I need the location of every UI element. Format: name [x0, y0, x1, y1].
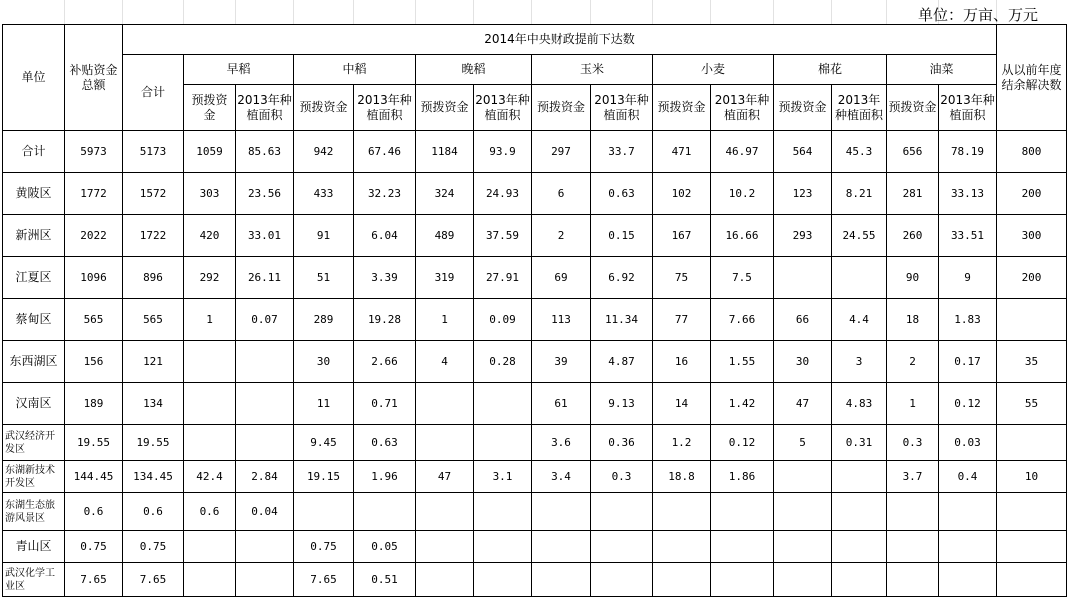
table-cell	[416, 493, 474, 531]
table-cell: 0.36	[591, 425, 653, 461]
table-cell: 1096	[65, 257, 123, 299]
table-cell: 33.51	[939, 215, 997, 257]
table-cell: 0.6	[184, 493, 236, 531]
table-cell	[236, 425, 294, 461]
row-region-name: 蔡甸区	[3, 299, 65, 341]
table-cell: 565	[65, 299, 123, 341]
table-cell: 0.31	[832, 425, 887, 461]
table-cell: 319	[416, 257, 474, 299]
table-cell	[474, 493, 532, 531]
subheader-planting-area-2013: 2013年种植面积	[939, 85, 997, 131]
table-cell: 8.21	[832, 173, 887, 215]
row-region-name: 武汉经济开发区	[3, 425, 65, 461]
table-cell: 19.55	[123, 425, 184, 461]
table-cell	[236, 341, 294, 383]
table-cell: 0.07	[236, 299, 294, 341]
table-row	[3, 531, 1067, 563]
table-row	[3, 299, 1067, 341]
header-unit: 单位	[3, 25, 65, 131]
table-cell: 3.1	[474, 461, 532, 493]
table-cell: 167	[653, 215, 711, 257]
table-cell: 0.03	[939, 425, 997, 461]
table-cell: 16.66	[711, 215, 774, 257]
header-prior-year: 从以前年度结余解决数	[997, 25, 1067, 131]
table-cell	[774, 461, 832, 493]
table-cell	[711, 493, 774, 531]
table-cell: 123	[774, 173, 832, 215]
table-cell	[532, 493, 591, 531]
table-cell	[832, 531, 887, 563]
table-cell: 42.4	[184, 461, 236, 493]
table-cell: 10.2	[711, 173, 774, 215]
table-cell	[997, 531, 1067, 563]
table-cell: 30	[774, 341, 832, 383]
table-cell	[774, 257, 832, 299]
table-cell: 4.87	[591, 341, 653, 383]
table-cell	[416, 383, 474, 425]
table-cell: 0.12	[939, 383, 997, 425]
table-cell: 1	[416, 299, 474, 341]
table-cell: 1.42	[711, 383, 774, 425]
table-cell: 3.39	[354, 257, 416, 299]
table-cell: 39	[532, 341, 591, 383]
table-cell: 134.45	[123, 461, 184, 493]
table-cell: 156	[65, 341, 123, 383]
header-crop-cotton: 棉花	[774, 55, 887, 85]
table-cell	[832, 257, 887, 299]
table-cell: 11	[294, 383, 354, 425]
header-crop-mid-rice: 中稻	[294, 55, 416, 85]
table-cell: 565	[123, 299, 184, 341]
table-cell: 66	[774, 299, 832, 341]
table-cell: 121	[123, 341, 184, 383]
subheader-planting-area-2013: 2013年种植面积	[711, 85, 774, 131]
table-cell: 14	[653, 383, 711, 425]
table-cell: 1.2	[653, 425, 711, 461]
table-cell: 24.93	[474, 173, 532, 215]
table-row	[3, 215, 1067, 257]
table-cell: 69	[532, 257, 591, 299]
row-region-name: 东西湖区	[3, 341, 65, 383]
table-cell: 324	[416, 173, 474, 215]
table-row	[3, 257, 1067, 299]
table-cell: 24.55	[832, 215, 887, 257]
table-row	[3, 493, 1067, 531]
subheader-allocated-fund: 预拨资金	[184, 85, 236, 131]
table-cell: 1.86	[711, 461, 774, 493]
table-cell	[887, 493, 939, 531]
table-cell: 2.84	[236, 461, 294, 493]
table-cell: 23.56	[236, 173, 294, 215]
table-cell: 46.97	[711, 131, 774, 173]
table-cell: 1	[184, 299, 236, 341]
row-region-name: 东湖新技术开发区	[3, 461, 65, 493]
table-cell	[832, 493, 887, 531]
table-cell: 47	[416, 461, 474, 493]
table-cell: 11.34	[591, 299, 653, 341]
table-cell	[887, 531, 939, 563]
table-cell	[416, 531, 474, 563]
table-cell: 2.66	[354, 341, 416, 383]
header-total-fund: 补贴资金总额	[65, 25, 123, 131]
table-cell: 32.23	[354, 173, 416, 215]
subheader-allocated-fund: 预拨资金	[294, 85, 354, 131]
subsidy-table	[2, 24, 1067, 597]
subheader-planting-area-2013: 2013年种植面积	[236, 85, 294, 131]
table-cell: 134	[123, 383, 184, 425]
table-cell: 55	[997, 383, 1067, 425]
table-cell	[184, 531, 236, 563]
table-cell: 4	[416, 341, 474, 383]
table-cell: 18.8	[653, 461, 711, 493]
table-cell: 0.71	[354, 383, 416, 425]
table-cell	[832, 563, 887, 597]
table-cell: 26.11	[236, 257, 294, 299]
table-cell: 0.17	[939, 341, 997, 383]
table-cell: 0.6	[123, 493, 184, 531]
subheader-planting-area-2013: 2013年种植面积	[832, 85, 887, 131]
table-cell	[184, 341, 236, 383]
table-cell	[591, 493, 653, 531]
table-cell: 102	[653, 173, 711, 215]
table-cell	[236, 531, 294, 563]
table-cell	[532, 563, 591, 597]
table-cell: 0.12	[711, 425, 774, 461]
table-cell: 0.3	[591, 461, 653, 493]
table-cell: 0.4	[939, 461, 997, 493]
table-cell: 6	[532, 173, 591, 215]
table-cell: 564	[774, 131, 832, 173]
table-cell	[416, 425, 474, 461]
table-row	[3, 173, 1067, 215]
header-subtotal: 合计	[123, 55, 184, 131]
table-cell: 6.92	[591, 257, 653, 299]
table-row	[3, 461, 1067, 493]
table-cell: 19.15	[294, 461, 354, 493]
table-cell	[774, 531, 832, 563]
table-cell: 61	[532, 383, 591, 425]
table-cell: 0.3	[887, 425, 939, 461]
table-cell: 9.45	[294, 425, 354, 461]
table-cell: 281	[887, 173, 939, 215]
table-cell: 113	[532, 299, 591, 341]
row-region-name: 黄陂区	[3, 173, 65, 215]
table-cell: 90	[887, 257, 939, 299]
table-cell: 1772	[65, 173, 123, 215]
table-cell: 33.7	[591, 131, 653, 173]
table-cell: 9	[939, 257, 997, 299]
unit-label: 单位：万亩、万元	[917, 6, 1038, 24]
table-cell	[354, 493, 416, 531]
table-cell: 33.01	[236, 215, 294, 257]
table-cell: 144.45	[65, 461, 123, 493]
row-region-name: 江夏区	[3, 257, 65, 299]
table-cell: 489	[416, 215, 474, 257]
table-cell: 5	[774, 425, 832, 461]
spreadsheet-gridlines	[0, 0, 1068, 24]
table-cell	[653, 531, 711, 563]
row-region-name: 青山区	[3, 531, 65, 563]
subheader-allocated-fund: 预拨资金	[653, 85, 711, 131]
table-cell	[887, 563, 939, 597]
table-cell	[591, 563, 653, 597]
table-cell: 0.75	[294, 531, 354, 563]
table-cell: 3.7	[887, 461, 939, 493]
table-cell: 78.19	[939, 131, 997, 173]
table-cell	[653, 493, 711, 531]
table-cell: 471	[653, 131, 711, 173]
table-cell: 0.6	[65, 493, 123, 531]
subheader-planting-area-2013: 2013年种植面积	[591, 85, 653, 131]
table-cell: 420	[184, 215, 236, 257]
table-cell: 0.63	[591, 173, 653, 215]
table-cell: 1722	[123, 215, 184, 257]
table-cell: 260	[887, 215, 939, 257]
table-cell: 77	[653, 299, 711, 341]
table-cell	[997, 493, 1067, 531]
table-cell	[474, 531, 532, 563]
table-cell	[474, 383, 532, 425]
table-cell: 896	[123, 257, 184, 299]
table-cell	[939, 531, 997, 563]
table-cell: 2	[532, 215, 591, 257]
table-cell	[184, 563, 236, 597]
table-cell	[711, 563, 774, 597]
table-cell	[997, 563, 1067, 597]
table-cell	[711, 531, 774, 563]
table-cell: 189	[65, 383, 123, 425]
table-cell: 16	[653, 341, 711, 383]
table-cell: 33.13	[939, 173, 997, 215]
table-cell	[294, 493, 354, 531]
table-cell: 35	[997, 341, 1067, 383]
table-cell: 200	[997, 257, 1067, 299]
table-cell	[832, 461, 887, 493]
table-cell: 303	[184, 173, 236, 215]
table-cell	[474, 425, 532, 461]
table-cell: 1572	[123, 173, 184, 215]
table-cell: 656	[887, 131, 939, 173]
header-crop-early-rice: 早稻	[184, 55, 294, 85]
table-cell	[184, 383, 236, 425]
table-cell: 3.6	[532, 425, 591, 461]
table-cell: 7.65	[294, 563, 354, 597]
subheader-allocated-fund: 预拨资金	[887, 85, 939, 131]
table-cell: 0.05	[354, 531, 416, 563]
table-cell: 0.75	[65, 531, 123, 563]
table-cell: 30	[294, 341, 354, 383]
subheader-allocated-fund: 预拨资金	[532, 85, 591, 131]
table-cell: 19.55	[65, 425, 123, 461]
subheader-planting-area-2013: 2013年种植面积	[474, 85, 532, 131]
table-cell: 0.09	[474, 299, 532, 341]
table-cell	[997, 299, 1067, 341]
table-cell: 2022	[65, 215, 123, 257]
table-cell: 85.63	[236, 131, 294, 173]
table-cell: 289	[294, 299, 354, 341]
table-row	[3, 383, 1067, 425]
table-row	[3, 131, 1067, 173]
table-cell: 5173	[123, 131, 184, 173]
table-cell: 4.4	[832, 299, 887, 341]
table-cell: 7.66	[711, 299, 774, 341]
table-cell: 1.96	[354, 461, 416, 493]
table-cell: 1184	[416, 131, 474, 173]
table-cell: 91	[294, 215, 354, 257]
table-cell	[591, 531, 653, 563]
header-crop-corn: 玉米	[532, 55, 653, 85]
table-cell: 200	[997, 173, 1067, 215]
table-cell: 800	[997, 131, 1067, 173]
row-region-name: 合计	[3, 131, 65, 173]
table-cell: 2	[887, 341, 939, 383]
table-cell: 7.65	[123, 563, 184, 597]
table-row	[3, 341, 1067, 383]
table-cell: 18	[887, 299, 939, 341]
table-cell: 27.91	[474, 257, 532, 299]
table-cell: 7.5	[711, 257, 774, 299]
table-cell	[532, 531, 591, 563]
table-row	[3, 563, 1067, 597]
table-cell: 3.4	[532, 461, 591, 493]
table-cell: 19.28	[354, 299, 416, 341]
table-cell: 1	[887, 383, 939, 425]
table-cell: 4.83	[832, 383, 887, 425]
table-cell: 37.59	[474, 215, 532, 257]
table-cell: 0.75	[123, 531, 184, 563]
table-cell: 3	[832, 341, 887, 383]
table-cell: 1.55	[711, 341, 774, 383]
table-cell	[997, 425, 1067, 461]
header-crop-late-rice: 晚稻	[416, 55, 532, 85]
table-cell: 0.28	[474, 341, 532, 383]
table-cell: 9.13	[591, 383, 653, 425]
table-row	[3, 425, 1067, 461]
row-region-name: 东湖生态旅游风景区	[3, 493, 65, 531]
table-cell	[939, 493, 997, 531]
table-cell: 51	[294, 257, 354, 299]
table-cell	[236, 563, 294, 597]
header-central-allocation: 2014年中央财政提前下达数	[123, 25, 997, 55]
table-cell: 0.15	[591, 215, 653, 257]
table-cell	[236, 383, 294, 425]
table-cell: 5973	[65, 131, 123, 173]
table-cell: 297	[532, 131, 591, 173]
table-cell: 75	[653, 257, 711, 299]
table-cell	[774, 563, 832, 597]
table-cell: 1.83	[939, 299, 997, 341]
table-cell: 10	[997, 461, 1067, 493]
table-cell: 292	[184, 257, 236, 299]
table-cell	[939, 563, 997, 597]
table-cell: 93.9	[474, 131, 532, 173]
table-cell: 0.04	[236, 493, 294, 531]
table-cell	[474, 563, 532, 597]
table-cell: 47	[774, 383, 832, 425]
table-cell	[184, 425, 236, 461]
subheader-allocated-fund: 预拨资金	[416, 85, 474, 131]
table-cell: 1059	[184, 131, 236, 173]
table-cell: 7.65	[65, 563, 123, 597]
subheader-planting-area-2013: 2013年种植面积	[354, 85, 416, 131]
table-cell: 45.3	[832, 131, 887, 173]
table-cell	[416, 563, 474, 597]
table-cell: 293	[774, 215, 832, 257]
table-cell: 0.51	[354, 563, 416, 597]
header-crop-rapeseed: 油菜	[887, 55, 997, 85]
table-cell: 300	[997, 215, 1067, 257]
table-cell: 433	[294, 173, 354, 215]
row-region-name: 汉南区	[3, 383, 65, 425]
table-cell: 0.63	[354, 425, 416, 461]
subheader-allocated-fund: 预拨资金	[774, 85, 832, 131]
table-cell	[774, 493, 832, 531]
table-cell: 942	[294, 131, 354, 173]
table-cell: 67.46	[354, 131, 416, 173]
header-crop-wheat: 小麦	[653, 55, 774, 85]
table-cell: 6.04	[354, 215, 416, 257]
row-region-name: 武汉化学工业区	[3, 563, 65, 597]
row-region-name: 新洲区	[3, 215, 65, 257]
table-cell	[653, 563, 711, 597]
